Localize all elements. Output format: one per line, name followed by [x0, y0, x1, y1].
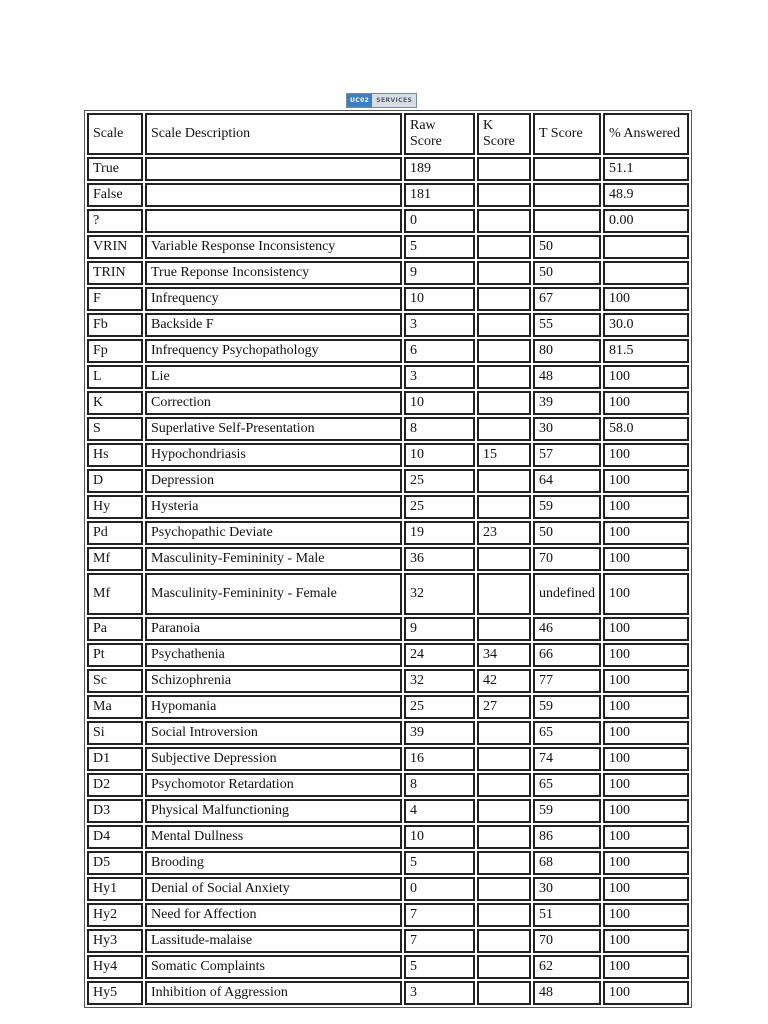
cell-raw-score: 25: [404, 469, 475, 493]
cell-k-score: [477, 877, 531, 901]
cell-t-score: 67: [533, 287, 601, 311]
cell-k-score: [477, 981, 531, 1005]
cell-percent-answered: 100: [603, 521, 689, 545]
cell-k-score: [477, 261, 531, 285]
cell-t-score: 46: [533, 617, 601, 641]
cell-scale: Pa: [87, 617, 143, 641]
cell-raw-score: 189: [404, 157, 475, 181]
cell-description: Infrequency: [145, 287, 402, 311]
cell-description: [145, 157, 402, 181]
table-row: [87, 851, 689, 875]
cell-k-score: [477, 903, 531, 927]
cell-description: Lie: [145, 365, 402, 389]
cell-raw-score: 9: [404, 261, 475, 285]
cell-percent-answered: 58.0: [603, 417, 689, 441]
cell-scale: D3: [87, 799, 143, 823]
cell-raw-score: 10: [404, 443, 475, 467]
cell-scale: Pt: [87, 643, 143, 667]
cell-scale: K: [87, 391, 143, 415]
cell-t-score: 70: [533, 929, 601, 953]
cell-k-score: [477, 825, 531, 849]
cell-scale: Hy1: [87, 877, 143, 901]
badge-left-label: UC02: [347, 94, 372, 107]
table-row: [87, 391, 689, 415]
cell-percent-answered: 100: [603, 981, 689, 1005]
cell-k-score: [477, 469, 531, 493]
cell-description: Lassitude-malaise: [145, 929, 402, 953]
cell-t-score: 39: [533, 391, 601, 415]
cell-description: Physical Malfunctioning: [145, 799, 402, 823]
cell-k-score: 15: [477, 443, 531, 467]
cell-t-score: 59: [533, 495, 601, 519]
table-row: [87, 669, 689, 693]
table-row: [87, 877, 689, 901]
cell-raw-score: 5: [404, 235, 475, 259]
cell-scale: Fb: [87, 313, 143, 337]
badge-right-label: SERVICES: [372, 94, 416, 107]
table-row: [87, 929, 689, 953]
cell-k-score: 42: [477, 669, 531, 693]
cell-raw-score: 25: [404, 695, 475, 719]
cell-t-score: 50: [533, 261, 601, 285]
table-row: [87, 469, 689, 493]
cell-raw-score: 0: [404, 209, 475, 233]
cell-description: Depression: [145, 469, 402, 493]
cell-raw-score: 181: [404, 183, 475, 207]
cell-k-score: 23: [477, 521, 531, 545]
table-body: [87, 113, 689, 1005]
cell-percent-answered: 100: [603, 799, 689, 823]
table-row: [87, 825, 689, 849]
table-row: [87, 903, 689, 927]
cell-scale: VRIN: [87, 235, 143, 259]
cell-percent-answered: 100: [603, 443, 689, 467]
table-row: [87, 339, 689, 363]
cell-t-score: 57: [533, 443, 601, 467]
cell-raw-score: 9: [404, 617, 475, 641]
cell-scale: Fp: [87, 339, 143, 363]
cell-raw-score: 36: [404, 547, 475, 571]
cell-k-score: [477, 313, 531, 337]
cell-description: Variable Response Inconsistency: [145, 235, 402, 259]
cell-t-score: 65: [533, 721, 601, 745]
cell-k-score: [477, 547, 531, 571]
cell-raw-score: 16: [404, 747, 475, 771]
table-row: [87, 547, 689, 571]
cell-percent-answered: 100: [603, 929, 689, 953]
cell-description: Inhibition of Aggression: [145, 981, 402, 1005]
cell-scale: D5: [87, 851, 143, 875]
cell-percent-answered: 100: [603, 695, 689, 719]
cell-raw-score: 7: [404, 903, 475, 927]
cell-raw-score: 39: [404, 721, 475, 745]
cell-scale: L: [87, 365, 143, 389]
cell-t-score: 48: [533, 365, 601, 389]
cell-description: Need for Affection: [145, 903, 402, 927]
cell-scale: ?: [87, 209, 143, 233]
cell-t-score: [533, 183, 601, 207]
services-badge[interactable]: [346, 93, 417, 108]
cell-description: Social Introversion: [145, 721, 402, 745]
cell-percent-answered: 100: [603, 643, 689, 667]
cell-t-score: 62: [533, 955, 601, 979]
cell-t-score: 65: [533, 773, 601, 797]
cell-raw-score: 6: [404, 339, 475, 363]
cell-percent-answered: 100: [603, 721, 689, 745]
cell-percent-answered: 100: [603, 287, 689, 311]
cell-percent-answered: 30.0: [603, 313, 689, 337]
table-row: [87, 773, 689, 797]
header-scale-description: Scale Description: [145, 113, 402, 155]
cell-k-score: [477, 209, 531, 233]
cell-scale: Hy2: [87, 903, 143, 927]
table-row: [87, 261, 689, 285]
cell-t-score: 55: [533, 313, 601, 337]
cell-k-score: [477, 183, 531, 207]
cell-scale: Hy3: [87, 929, 143, 953]
cell-percent-answered: 100: [603, 825, 689, 849]
cell-description: Somatic Complaints: [145, 955, 402, 979]
cell-percent-answered: [603, 235, 689, 259]
cell-scale: Hy5: [87, 981, 143, 1005]
cell-percent-answered: 100: [603, 391, 689, 415]
cell-scale: D: [87, 469, 143, 493]
header-t-score: T Score: [533, 113, 601, 155]
cell-percent-answered: 100: [603, 365, 689, 389]
cell-description: Superlative Self-Presentation: [145, 417, 402, 441]
table-row: [87, 617, 689, 641]
table-row: [87, 443, 689, 467]
table-row: [87, 695, 689, 719]
table-row: [87, 573, 689, 615]
cell-raw-score: 3: [404, 313, 475, 337]
cell-description: Schizophrenia: [145, 669, 402, 693]
cell-k-score: [477, 721, 531, 745]
cell-percent-answered: 51.1: [603, 157, 689, 181]
cell-k-score: [477, 573, 531, 615]
cell-t-score: 74: [533, 747, 601, 771]
cell-k-score: [477, 235, 531, 259]
cell-raw-score: 5: [404, 955, 475, 979]
table-row: [87, 209, 689, 233]
cell-t-score: 48: [533, 981, 601, 1005]
cell-scale: TRIN: [87, 261, 143, 285]
cell-percent-answered: 81.5: [603, 339, 689, 363]
table-row: [87, 799, 689, 823]
cell-scale: Ma: [87, 695, 143, 719]
cell-t-score: 50: [533, 235, 601, 259]
cell-t-score: 86: [533, 825, 601, 849]
cell-description: [145, 209, 402, 233]
cell-t-score: 59: [533, 695, 601, 719]
cell-description: Mental Dullness: [145, 825, 402, 849]
cell-description: Psychomotor Retardation: [145, 773, 402, 797]
cell-k-score: 27: [477, 695, 531, 719]
cell-raw-score: 8: [404, 773, 475, 797]
cell-raw-score: 10: [404, 287, 475, 311]
header-raw-score: Raw Score: [404, 113, 475, 155]
cell-description: [145, 183, 402, 207]
cell-description: True Reponse Inconsistency: [145, 261, 402, 285]
header-k-score: K Score: [477, 113, 531, 155]
header-percent-answered: % Answered: [603, 113, 689, 155]
scale-score-table: [84, 110, 692, 1008]
cell-description: Masculinity-Femininity - Female: [145, 573, 402, 615]
cell-t-score: 30: [533, 877, 601, 901]
cell-raw-score: 4: [404, 799, 475, 823]
cell-raw-score: 10: [404, 391, 475, 415]
table-row: [87, 747, 689, 771]
cell-k-score: [477, 365, 531, 389]
cell-description: Infrequency Psychopathology: [145, 339, 402, 363]
cell-raw-score: 32: [404, 573, 475, 615]
cell-scale: True: [87, 157, 143, 181]
cell-description: Psychathenia: [145, 643, 402, 667]
cell-description: Correction: [145, 391, 402, 415]
cell-scale: Sc: [87, 669, 143, 693]
cell-percent-answered: 100: [603, 669, 689, 693]
cell-percent-answered: 100: [603, 877, 689, 901]
cell-k-score: [477, 929, 531, 953]
cell-k-score: [477, 773, 531, 797]
cell-scale: Mf: [87, 573, 143, 615]
cell-scale: D2: [87, 773, 143, 797]
table-row: [87, 643, 689, 667]
cell-percent-answered: 100: [603, 955, 689, 979]
table-row: [87, 417, 689, 441]
cell-t-score: [533, 209, 601, 233]
table-row: [87, 955, 689, 979]
cell-scale: False: [87, 183, 143, 207]
cell-percent-answered: [603, 261, 689, 285]
cell-t-score: 77: [533, 669, 601, 693]
cell-percent-answered: 100: [603, 547, 689, 571]
cell-raw-score: 7: [404, 929, 475, 953]
cell-raw-score: 5: [404, 851, 475, 875]
cell-scale: F: [87, 287, 143, 311]
cell-t-score: undefined: [533, 573, 601, 615]
cell-description: Denial of Social Anxiety: [145, 877, 402, 901]
table-header-row: [87, 113, 689, 155]
cell-scale: Pd: [87, 521, 143, 545]
cell-description: Backside F: [145, 313, 402, 337]
cell-description: Subjective Depression: [145, 747, 402, 771]
cell-raw-score: 10: [404, 825, 475, 849]
cell-raw-score: 0: [404, 877, 475, 901]
cell-description: Psychopathic Deviate: [145, 521, 402, 545]
cell-percent-answered: 100: [603, 773, 689, 797]
table-row: [87, 721, 689, 745]
cell-t-score: [533, 157, 601, 181]
cell-description: Paranoia: [145, 617, 402, 641]
cell-scale: Si: [87, 721, 143, 745]
cell-k-score: 34: [477, 643, 531, 667]
cell-scale: S: [87, 417, 143, 441]
cell-percent-answered: 100: [603, 851, 689, 875]
cell-k-score: [477, 799, 531, 823]
cell-t-score: 59: [533, 799, 601, 823]
cell-scale: D1: [87, 747, 143, 771]
cell-scale: Hy4: [87, 955, 143, 979]
cell-description: Brooding: [145, 851, 402, 875]
cell-k-score: [477, 391, 531, 415]
table-row: [87, 287, 689, 311]
cell-raw-score: 19: [404, 521, 475, 545]
cell-raw-score: 3: [404, 981, 475, 1005]
cell-raw-score: 32: [404, 669, 475, 693]
cell-scale: Hy: [87, 495, 143, 519]
cell-t-score: 64: [533, 469, 601, 493]
cell-scale: Mf: [87, 547, 143, 571]
cell-raw-score: 25: [404, 495, 475, 519]
cell-t-score: 50: [533, 521, 601, 545]
table-row: [87, 313, 689, 337]
table-row: [87, 365, 689, 389]
header-scale: Scale: [87, 113, 143, 155]
cell-percent-answered: 100: [603, 617, 689, 641]
cell-k-score: [477, 495, 531, 519]
cell-description: Hypochondriasis: [145, 443, 402, 467]
cell-percent-answered: 48.9: [603, 183, 689, 207]
cell-raw-score: 24: [404, 643, 475, 667]
cell-t-score: 30: [533, 417, 601, 441]
cell-k-score: [477, 851, 531, 875]
cell-raw-score: 3: [404, 365, 475, 389]
cell-description: Hypomania: [145, 695, 402, 719]
cell-k-score: [477, 955, 531, 979]
table-row: [87, 183, 689, 207]
cell-k-score: [477, 747, 531, 771]
cell-k-score: [477, 339, 531, 363]
cell-percent-answered: 0.00: [603, 209, 689, 233]
cell-k-score: [477, 617, 531, 641]
cell-raw-score: 8: [404, 417, 475, 441]
table-row: [87, 157, 689, 181]
cell-description: Hysteria: [145, 495, 402, 519]
table-row: [87, 521, 689, 545]
cell-percent-answered: 100: [603, 747, 689, 771]
cell-t-score: 80: [533, 339, 601, 363]
table-row: [87, 495, 689, 519]
cell-t-score: 70: [533, 547, 601, 571]
cell-t-score: 66: [533, 643, 601, 667]
cell-scale: Hs: [87, 443, 143, 467]
cell-percent-answered: 100: [603, 469, 689, 493]
cell-percent-answered: 100: [603, 903, 689, 927]
table-row: [87, 981, 689, 1005]
cell-k-score: [477, 157, 531, 181]
cell-scale: D4: [87, 825, 143, 849]
cell-t-score: 68: [533, 851, 601, 875]
cell-k-score: [477, 417, 531, 441]
cell-percent-answered: 100: [603, 573, 689, 615]
cell-t-score: 51: [533, 903, 601, 927]
cell-percent-answered: 100: [603, 495, 689, 519]
cell-k-score: [477, 287, 531, 311]
cell-description: Masculinity-Femininity - Male: [145, 547, 402, 571]
table-row: [87, 235, 689, 259]
